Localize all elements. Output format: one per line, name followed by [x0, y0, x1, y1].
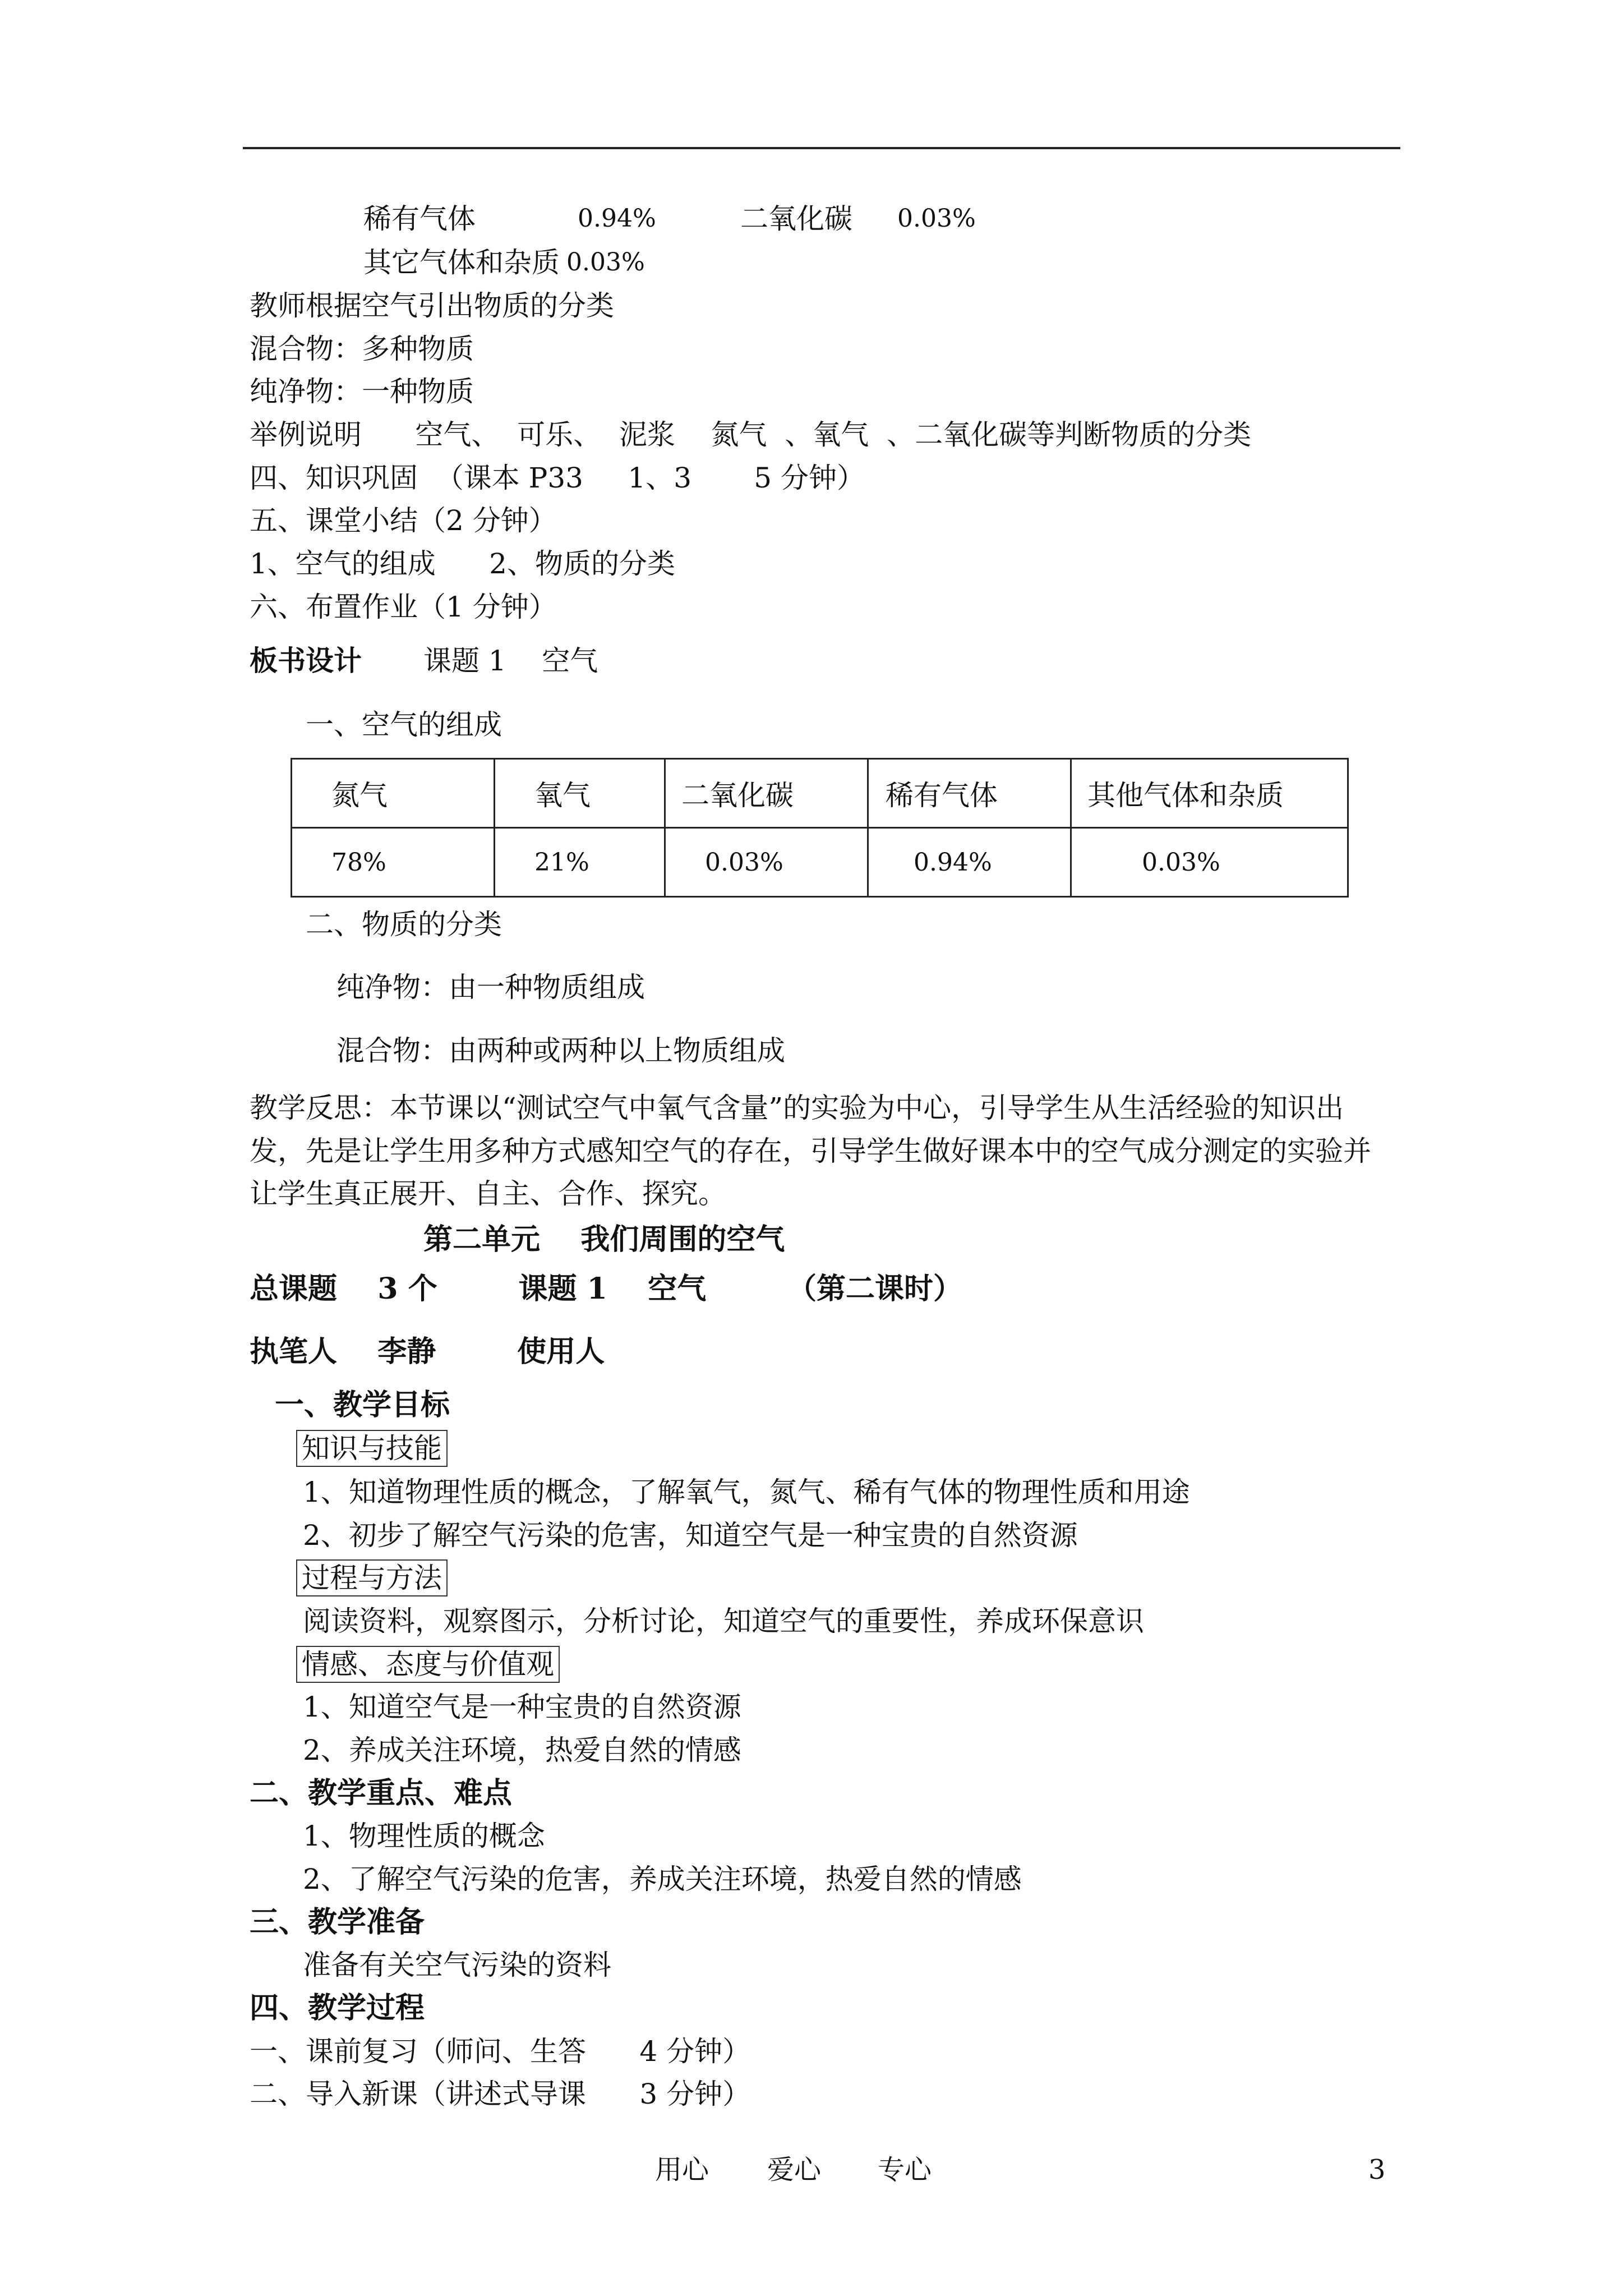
- header-rule: [243, 147, 1400, 149]
- table-cell: 0.03%: [1071, 828, 1348, 897]
- text-line: 教师根据空气引出物质的分类: [250, 289, 614, 322]
- reflection-line: 发，先是让学生用多种方式感知空气的存在，引导学生做好课本中的空气成分测定的实验并: [250, 1135, 1371, 1167]
- table-header-row: [292, 759, 1348, 828]
- board-section-1: 一、空气的组成: [306, 708, 502, 741]
- board-section-2: 二、物质的分类: [306, 908, 502, 941]
- board-pure: 纯净物：由一种物质组成: [336, 971, 645, 1004]
- preparation-text: 准备有关空气污染的资料: [303, 1949, 611, 1981]
- text-line: 纯净物：一种物质: [250, 375, 474, 408]
- table-cell: 0.94%: [868, 828, 1071, 897]
- footer-motto-2: 爱心: [767, 2154, 822, 2185]
- comp-co2-value: 0.03%: [897, 204, 976, 233]
- preparation-heading: 三、教学准备: [250, 1905, 425, 1939]
- text-line: 举例说明 空气、 可乐、 泥浆 氮气 、氧气 、二氧化碳等判断物质的分类: [250, 418, 1252, 451]
- emotion-label: 情感、态度与价值观: [296, 1646, 560, 1683]
- table-cell: 氧气: [495, 759, 665, 828]
- author-line: 执笔人 李静 使用人: [250, 1335, 605, 1369]
- objectives-heading: 一、教学目标: [275, 1388, 450, 1422]
- comp-other-label: 其它气体和杂质: [363, 246, 560, 279]
- table-cell: 稀有气体: [868, 759, 1071, 828]
- process-text: 阅读资料，观察图示，分析讨论，知道空气的重要性，养成环保意识: [303, 1605, 1144, 1637]
- board-label: 板书设计: [250, 644, 362, 677]
- keypoint-item: 1、物理性质的概念: [303, 1820, 545, 1852]
- table-cell: 二氧化碳: [665, 759, 868, 828]
- table-row: [292, 828, 1348, 897]
- board-mixture: 混合物：由两种或两种以上物质组成: [336, 1034, 785, 1067]
- text-line: 六、布置作业（1 分钟）: [250, 591, 557, 623]
- composition-table: [291, 758, 1349, 898]
- table-cell: 78%: [292, 828, 495, 897]
- comp-rare-gas-value: 0.94%: [578, 204, 656, 233]
- emotion-item: 1、知道空气是一种宝贵的自然资源: [303, 1691, 741, 1723]
- text-line: 1、空气的组成 2、物质的分类: [250, 547, 675, 580]
- table-cell: 其他气体和杂质: [1071, 759, 1348, 828]
- text-line: 四、知识巩固 （课本 P33 1、3 5 分钟）: [250, 462, 865, 494]
- process-item: 一、课前复习（师问、生答 4 分钟）: [250, 2035, 751, 2068]
- comp-other-value: 0.03%: [566, 248, 645, 277]
- text-line: 五、课堂小结（2 分钟）: [250, 504, 557, 537]
- knowledge-item: 2、初步了解空气污染的危害，知道空气是一种宝贵的自然资源: [303, 1519, 1078, 1552]
- keypoint-item: 2、了解空气污染的危害，养成关注环境，热爱自然的情感: [303, 1863, 1022, 1895]
- process-label: 过程与方法: [296, 1559, 448, 1596]
- knowledge-label: 知识与技能: [296, 1430, 448, 1467]
- lesson-header: 总课题 3 个 课题 1 空气 （第二课时）: [250, 1272, 963, 1306]
- text-line: 混合物：多种物质: [250, 333, 474, 365]
- unit-title: 第二单元 我们周围的空气: [423, 1222, 785, 1257]
- keypoints-heading: 二、教学重点、难点: [250, 1776, 513, 1810]
- footer-motto-1: 用心: [655, 2154, 709, 2185]
- reflection-line: 教学反思：本节课以“测试空气中氧气含量”的实验为中心，引导学生从生活经验的知识出: [250, 1092, 1344, 1124]
- comp-co2-label: 二氧化碳: [740, 203, 852, 235]
- table-cell: 氮气: [292, 759, 495, 828]
- process-item: 二、导入新课（讲述式导课 3 分钟）: [250, 2078, 751, 2110]
- table-cell: 0.03%: [665, 828, 868, 897]
- knowledge-item: 1、知道物理性质的概念，了解氧气，氮气、稀有气体的物理性质和用途: [303, 1476, 1190, 1508]
- comp-rare-gas-label: 稀有气体: [363, 203, 476, 235]
- reflection-line: 让学生真正展开、自主、合作、探究。: [250, 1177, 726, 1210]
- emotion-item: 2、养成关注环境，热爱自然的情感: [303, 1734, 741, 1766]
- footer-motto-3: 专心: [878, 2154, 932, 2185]
- process-heading: 四、教学过程: [250, 1991, 425, 2025]
- board-title: 课题 1 空气: [423, 645, 598, 677]
- table-cell: 21%: [495, 828, 665, 897]
- page-number: 3: [1368, 2154, 1386, 2185]
